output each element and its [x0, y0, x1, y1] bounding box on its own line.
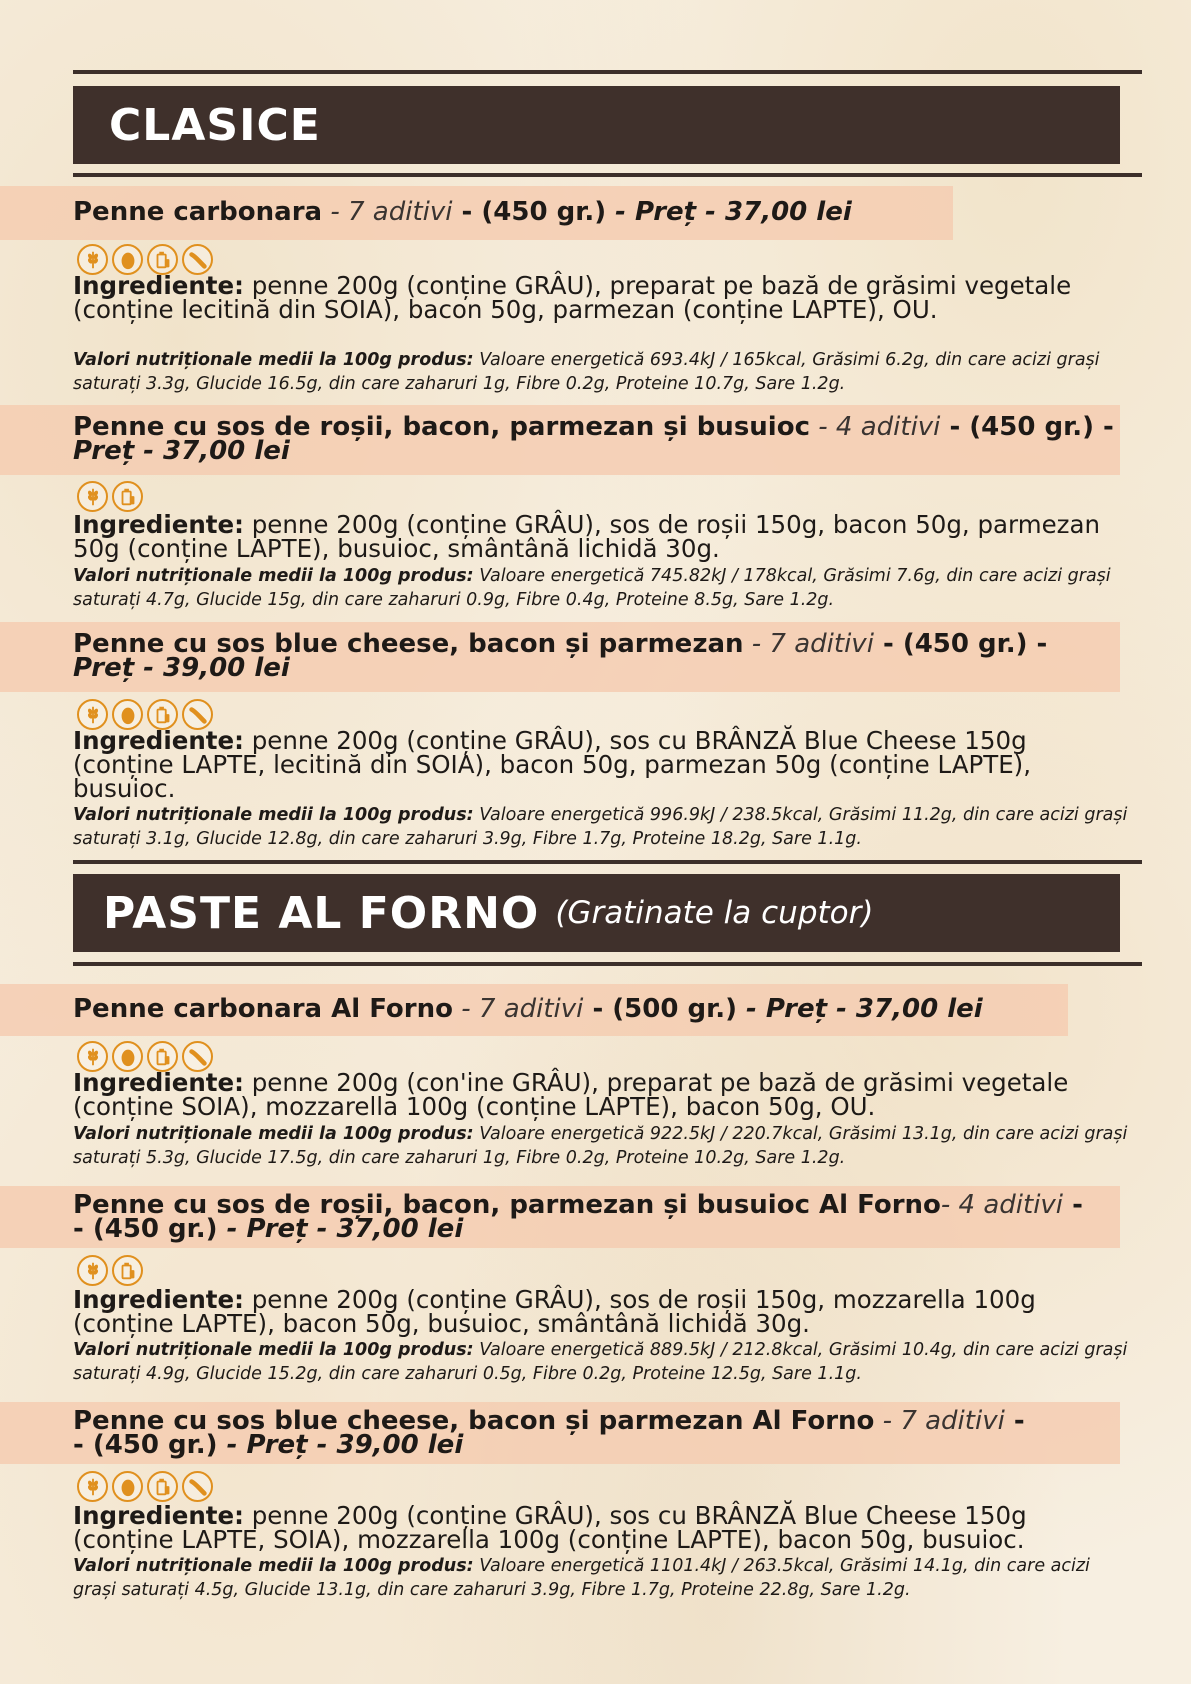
- item-aditivi: - 7 aditivi: [452, 994, 584, 1024]
- item-price: Preț - 37,00 lei: [73, 436, 290, 466]
- ingredients-text: penne 200g (conține GRÂU), sos cu BRÂNZĂ Blue Cheese 150g (conține LAPTE, lecitină din SOIA), bacon 50g, parmezan 50g (conține LAPTE), busuioc.: [73, 726, 1032, 803]
- ingredients-text: penne 200g (con'ine GRÂU), preparat pe bază de grăsimi vegetale (conține SOIA), mozzarella 100g (conține LAPTE), bacon 50g, OU.: [73, 1068, 1069, 1121]
- nutrition-text: Valoare energetică 889.5kJ / 212.8kcal, Grăsimi 10.4g, din care acizi grași saturați 4.9g, Glucide 15.2g, din care zaharuri 0.5g, Fibre 0.2g, Proteine 12.5g, Sare 1.1g.: [73, 1340, 1128, 1384]
- item-price: - Preț - 37,00 lei: [736, 994, 983, 1024]
- item-nutrition: [73, 1554, 1133, 1602]
- allergen-icons: [77, 1471, 213, 1502]
- ingredients-label: Ingrediente:: [73, 726, 244, 755]
- ingredients-text: penne 200g (conține GRÂU), sos de roșii 150g, mozzarella 100g (conține LAPTE), bacon 50g, busuioc, smântână lichidă 30g.: [73, 1285, 1036, 1338]
- item-price: - Preț - 37,00 lei: [606, 197, 852, 227]
- item-aditivi: - 4 aditivi: [810, 412, 941, 442]
- milk-icon: [112, 1255, 143, 1286]
- section-rule-top: [73, 70, 1142, 74]
- item-ingredients: [73, 726, 1133, 803]
- menu-item-header: Penne cu sos de roșii, bacon, parmezan și busuioc Al Forno- 4 aditivi - - (450 gr.) - Preț - 37,00 lei: [0, 1186, 1120, 1248]
- item-ingredients: [73, 1068, 1133, 1121]
- milk-icon: [147, 1471, 178, 1502]
- section-rule-top: [73, 860, 1142, 864]
- section-subtitle: (Gratinate la cuptor): [555, 895, 874, 931]
- item-name: Penne carbonara Al Forno: [73, 994, 453, 1024]
- ingredients-text: penne 200g (conține GRÂU), sos cu BRÂNZĂ Blue Cheese 150g (conține LAPTE, SOIA), mozzarella 100g (conține LAPTE), bacon 50g, busuioc.: [73, 1501, 1027, 1554]
- wheat-icon: [77, 1471, 108, 1502]
- item-price: - Preț - 39,00 lei: [217, 1430, 464, 1460]
- nutrition-label: Valori nutriționale medii la 100g produs:: [73, 566, 474, 586]
- item-aditivi: - 7 aditivi: [874, 1406, 1005, 1436]
- item-ingredients: [73, 1501, 1133, 1554]
- ingredients-label: Ingrediente:: [73, 510, 244, 539]
- item-weight: - (450 gr.): [73, 1214, 218, 1244]
- item-ingredients: [73, 271, 1133, 324]
- item-name: Penne carbonara: [73, 197, 323, 227]
- section-title: CLASICE: [109, 99, 321, 151]
- nutrition-text: Valoare energetică 693.4kJ / 165kcal, Grăsimi 6.2g, din care acizi grași saturați 3.3g, Glucide 16.5g, din care zaharuri 1g, Fibre 0.2g, Proteine 10.7g, Sare 1.2g.: [73, 350, 1100, 394]
- nutrition-label: Valori nutriționale medii la 100g produs:: [73, 1124, 474, 1144]
- section-rule-bottom: [73, 962, 1142, 966]
- ingredients-label: Ingrediente:: [73, 271, 244, 300]
- item-price: - Preț - 37,00 lei: [217, 1214, 464, 1244]
- item-name: Penne cu sos blue cheese, bacon și parmezan Al Forno: [73, 1406, 875, 1436]
- soy-icon: [182, 1471, 213, 1502]
- ingredients-label: Ingrediente:: [73, 1285, 244, 1314]
- nutrition-text: Valoare energetică 745.82kJ / 178kcal, Grăsimi 7.6g, din care acizi grași saturați 4.7g, Glucide 15g, din care zaharuri 0.9g, Fibre 0.4g, Proteine 8.5g, Sare 1.2g.: [73, 566, 1111, 610]
- ingredients-label: Ingrediente:: [73, 1068, 244, 1097]
- section-banner-al-forno: [73, 874, 1120, 952]
- egg-icon: [112, 1471, 143, 1502]
- nutrition-text: Valoare energetică 922.5kJ / 220.7kcal, Grăsimi 13.1g, din care acizi grași saturați 5.3g, Glucide 17.5g, din care zaharuri 1g, Fibre 0.2g, Proteine 10.2g, Sare 1.2g.: [73, 1124, 1128, 1168]
- item-weight: - (450 gr.): [452, 197, 607, 227]
- item-ingredients: [73, 510, 1133, 563]
- ingredients-label: Ingrediente:: [73, 1501, 244, 1530]
- allergen-icons: [77, 481, 143, 512]
- section-title: PASTE AL FORNO: [103, 887, 540, 939]
- item-nutrition: [73, 803, 1133, 851]
- wheat-icon: [77, 481, 108, 512]
- milk-icon: [112, 481, 143, 512]
- item-aditivi: - 7 aditivi: [743, 629, 874, 659]
- menu-item-header: Penne cu sos blue cheese, bacon și parmezan Al Forno - 7 aditivi - - (450 gr.) - Preț - 39,00 lei: [0, 1402, 1120, 1464]
- allergen-icons: [77, 1255, 143, 1286]
- wheat-icon: [77, 1255, 108, 1286]
- item-weight: - (450 gr.): [73, 1430, 218, 1460]
- item-nutrition: [73, 564, 1133, 612]
- nutrition-text: Valoare energetică 996.9kJ / 238.5kcal, Grăsimi 11.2g, din care acizi grași saturați 3.1g, Glucide 12.8g, din care zaharuri 3.9g, Fibre 1.7g, Proteine 18.2g, Sare 1.1g.: [73, 805, 1128, 849]
- item-name: Penne cu sos de roșii, bacon, parmezan și busuioc Al Forno: [73, 1190, 941, 1220]
- section-rule-bottom: [73, 173, 1142, 177]
- item-aditivi: - 7 aditivi: [322, 197, 453, 227]
- item-ingredients: [73, 1285, 1133, 1338]
- ingredients-text: penne 200g (conține GRÂU), preparat pe bază de grăsimi vegetale (conține lecitină din SOIA), bacon 50g, parmezan (conține LAPTE), OU.: [73, 271, 1072, 324]
- section-banner-clasice: [73, 86, 1120, 164]
- menu-item-header: [0, 984, 1068, 1036]
- nutrition-label: Valori nutriționale medii la 100g produs:: [73, 805, 474, 825]
- item-nutrition: [73, 1122, 1133, 1170]
- item-name: Penne cu sos de roșii, bacon, parmezan și busuioc: [73, 412, 810, 442]
- item-aditivi: - 4 aditivi: [940, 1190, 1064, 1220]
- menu-item-header: [0, 186, 953, 240]
- nutrition-label: Valori nutriționale medii la 100g produs:: [73, 1556, 474, 1576]
- nutrition-label: Valori nutriționale medii la 100g produs:: [73, 1340, 474, 1360]
- nutrition-label: Valori nutriționale medii la 100g produs:: [73, 350, 474, 370]
- item-nutrition: [73, 348, 1133, 396]
- item-name: Penne cu sos blue cheese, bacon și parmezan: [73, 629, 744, 659]
- nutrition-text: Valoare energetică 1101.4kJ / 263.5kcal, Grăsimi 14.1g, din care acizi grași saturați 4.5g, Glucide 13.1g, din care zaharuri 3.9g, Fibre 1.7g, Proteine 22.8g, Sare 1.2g.: [73, 1556, 1090, 1600]
- menu-item-header: [0, 622, 1120, 692]
- ingredients-text: penne 200g (conține GRÂU), sos de roșii 150g, bacon 50g, parmezan 50g (conține LAPTE), busuioc, smântână lichidă 30g.: [73, 510, 1101, 563]
- item-price: Preț - 39,00 lei: [73, 653, 290, 683]
- item-nutrition: [73, 1338, 1133, 1386]
- menu-item-header: [0, 405, 1120, 475]
- item-weight: - (450 gr.) -: [873, 629, 1048, 659]
- item-weight: - (450 gr.) -: [940, 412, 1114, 442]
- item-weight: - (500 gr.): [583, 994, 737, 1024]
